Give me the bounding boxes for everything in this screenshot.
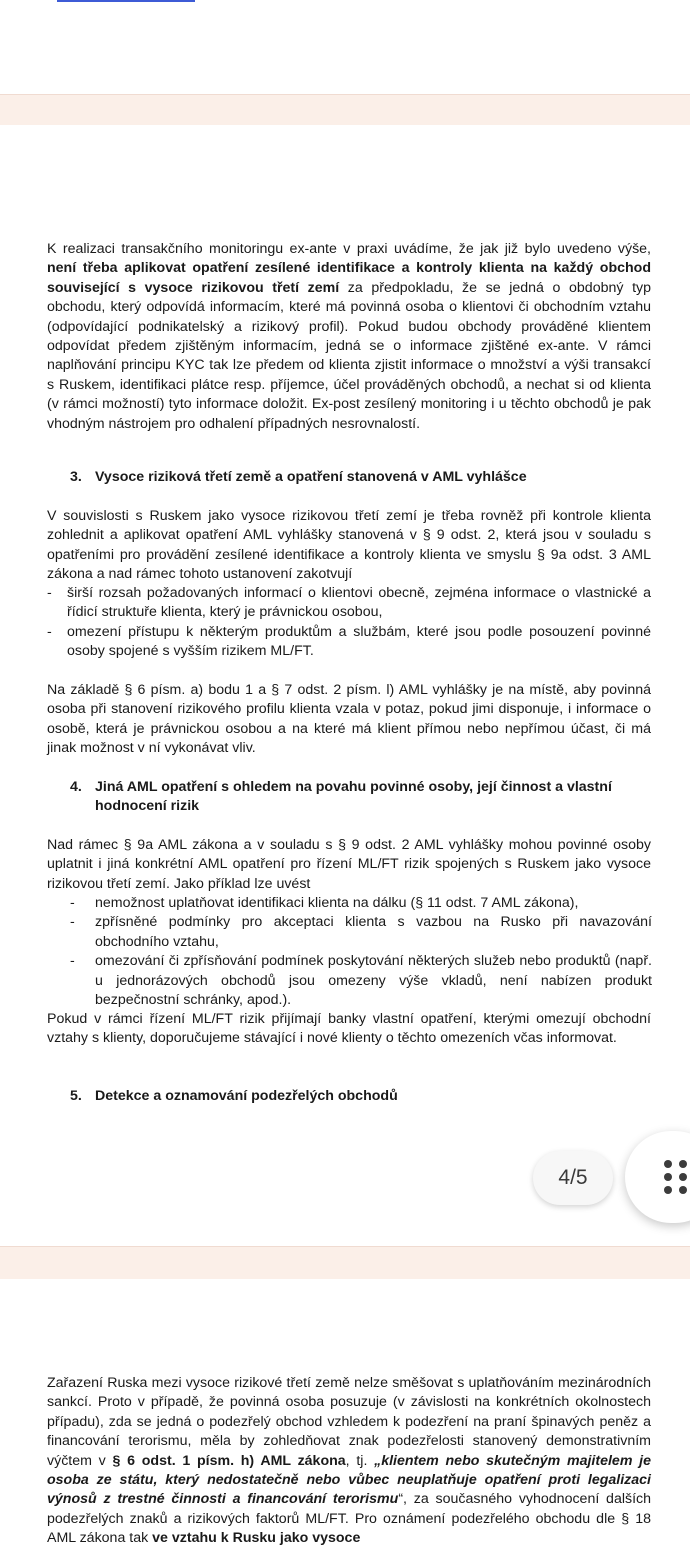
paragraph-other-aml-measures: Nad rámec § 9a AML zákona a v souladu s § 9 odst. 2 AML vyhlášky mohou povinné osoby uplatnit i jiná konkrétní AML opatření pro řízení ML/FT rizik spojených s Ruskem jako vysoce rizikovou třetí zemí. Jako příklad lze uvést [47, 837, 651, 892]
page-gap [0, 1246, 690, 1280]
list-item: - nemožnost uplatňovat identifikaci klienta na dálku (§ 11 odst. 7 AML zákona), [70, 895, 579, 911]
list-item: - omezení přístupu k některým produktům a službám, které jsou podle posouzení povinné osoby spojené s vyšším rizikem ML/FT. [47, 623, 651, 660]
previous-page-tail [0, 0, 690, 94]
section-heading-5: 5. Detekce a oznamování podezřelých obchodů [70, 1088, 398, 1104]
grid-dots-icon [664, 1160, 688, 1194]
paragraph-russia-high-risk: V souvislosti s Ruskem jako vysoce rizikovou třetí zemí je třeba rovněž při kontrole klienta zohlednit a aplikovat opatření AML vyhlášky stanovená v § 9 odst. 2, která jsou v souladu s opatřeními pro provádění zesílené identifikace a kontroly klienta ve smyslu § 9a odst. 3 AML zákona a nad rámec tohoto ustanovení zakotvují [47, 508, 651, 583]
section-heading-4: 4. Jiná AML opatření s ohledem na povahu povinné osoby, její činnost a vlastní hodnocení rizik [70, 779, 612, 815]
list-item: - zpřísněné podmínky pro akceptaci klienta s vazbou na Rusko při navazování obchodního vztahu, [70, 914, 652, 950]
paragraph-kyc-ex-ante: K realizaci transakčního monitoringu ex-ante v praxi uvádíme, že jak již bylo uvedeno výše, není třeba aplikovat opatření zesílené identifikace a kontroly klienta na každý obchod související s vysoce rizikovou třetí zemí za předpokladu, že se jedná o obdobný typ obchodu, který odpovídá informacím, které má povinná osoba o klientovi či obchodním vztahu (odpovídající podnikatelský a rizikový profil). Pokud budou obchody prováděné klientem odpovídat předem zjištěným informacím, jedná se o informace zjištěné ex-ante. V rámci naplňování principu KYC tak lze předem od klienta zjistit informace o množství a výši transakcí s Ruskem, identifikaci plátce resp. příjemce, účel prováděných obchodů, a nechat si od klienta (v rámci možností) tyto informace doložit. Ex-post zesílený monitoring i u těchto obchodů je pak vhodným nástrojem pro odhalení případných nesrovnalostí. [47, 241, 651, 432]
list-item: - širší rozsah požadovaných informací o klientovi obecně, zejména informace o vlastnické a řídicí struktuře klienta, který je právnickou osobou, [47, 585, 651, 621]
page-gap [0, 94, 690, 126]
paragraph-risk-profile: Na základě § 6 písm. a) bodu 1 a § 7 odst. 2 písm. l) AML vyhlášky je na místě, aby povinná osoba při stanovení rizikového profilu klienta vzala v potaz, pokud jimi disponuje, i informace o osobě, která je právnickou osobou a na které má klient přímou nebo nepřímou účast, či má jinak možnost v ní vykonávat vliv. [47, 682, 651, 757]
list-item: - omezování či zpřísňování podmínek poskytování některých služeb nebo produktů (např. u jednorázových obchodů jsou omezeny výše vkladů, není nabízen produkt bezpečnostní schránky, apod.). [70, 953, 652, 1009]
aml-measures-list [70, 894, 652, 1010]
previous-page-link-underline[interactable] [57, 0, 195, 2]
page-indicator[interactable]: 4/5 [533, 1151, 613, 1205]
section-heading-3: 3. Vysoce riziková třetí země a opatření stanovená v AML vyhlášce [70, 469, 527, 485]
paragraph-sanctions: Zařazení Ruska mezi vysoce rizikové třetí země nelze směšovat s uplatňováním mezinárodních sankcí. Proto v případě, že povinná osoba posuzuje (v závislosti na konkrétních okolnostech případu), zda se jedná o podezřelý obchod vzhledem k podezření na praní špinavých peněz a financování terorismu, měla by zohledňovat znak podezřelosti stanovený demonstrativním výčtem v § 6 odst. 1 písm. h) AML zákona, tj. „klientem nebo skutečným majitelem je osoba ze státu, který nedostatečně nebo vůbec neuplatňuje opatření proti legalizaci výnosů z trestné činnosti a financování terorismu“, za současného vyhodnocení dalších podezřelých znaků a rizikových faktorů ML/FT. Pro oznámení podezřelého obchodu dle § 18 AML zákona tak ve vztahu k Rusku jako vysoce [47, 1375, 652, 1547]
document-page-5 [0, 1279, 690, 1547]
paragraph-bank-measures: Pokud v rámci řízení ML/FT rizik přijímají banky vlastní opatření, kterými omezují obchodní vztahy s klienty, doporučujeme stávající i nové klienty o těchto omezeních včas informovat. [47, 1011, 651, 1047]
document-page-4 [0, 125, 690, 1246]
measures-list [47, 584, 651, 662]
